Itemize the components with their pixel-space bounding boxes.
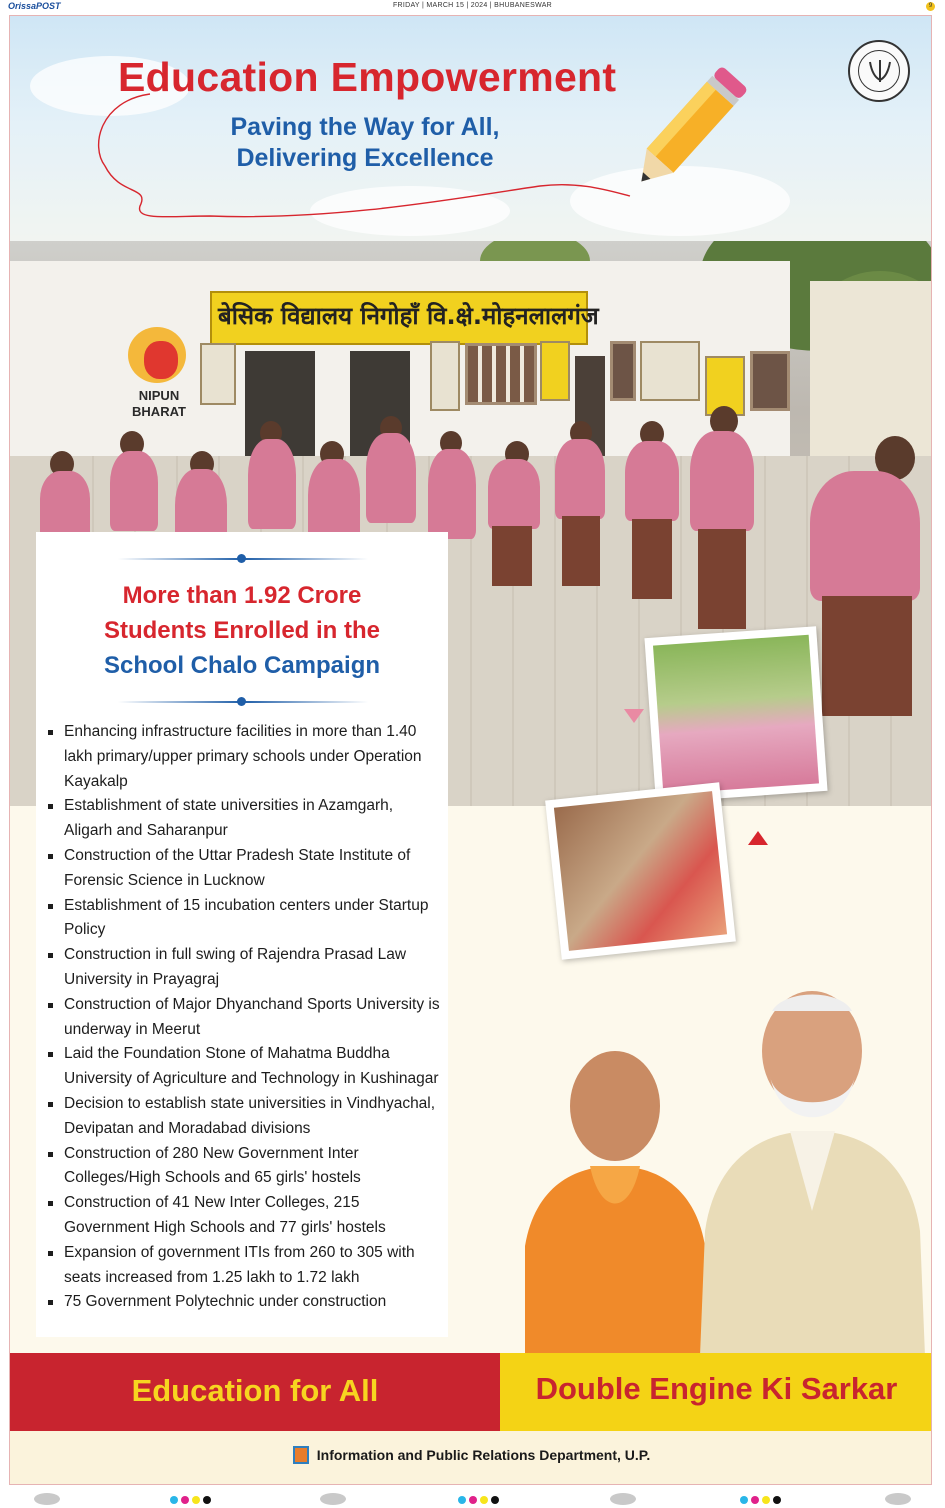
pencil-icon: [610, 66, 760, 206]
newspaper-dateline: FRIDAY | MARCH 15 | 2024 | BHUBANESWAR: [392, 2, 553, 9]
double-engine-text: Double Engine Ki Sarkar: [535, 1371, 898, 1406]
panel-headline: [36, 578, 448, 683]
page-subtitle: [160, 112, 570, 174]
headline-line-3: School Chalo Campaign: [103, 652, 381, 679]
headline-line-2: Students Enrolled in the: [103, 617, 380, 644]
notice-board: [540, 341, 570, 401]
girls-running-photo: [644, 626, 827, 803]
print-marks: [0, 1488, 945, 1508]
list-item: Construction in full swing of Rajendra Prasad Law University in Prayagraj: [46, 943, 441, 993]
nipun-bharat-label: [128, 388, 190, 420]
newspaper-logo: OrissaPOST: [8, 1, 61, 11]
divider-dot: [237, 697, 246, 706]
page-title: Education Empowerment: [118, 54, 617, 100]
achievement-list: [46, 720, 441, 1315]
school-window: [610, 341, 636, 401]
nipun-label-line-1: NIPUN: [138, 388, 180, 403]
list-item: Construction of the Uttar Pradesh State Institute of Forensic Science in Lucknow: [46, 844, 441, 894]
school-window: [750, 351, 790, 411]
list-item: Construction of Major Dhyanchand Sports University is underway in Meerut: [46, 993, 441, 1043]
education-for-all-banner: [10, 1353, 500, 1431]
list-item: Construction of 280 New Government Inter Colleges/High Schools and 65 girls' hostels: [46, 1142, 441, 1192]
notice-board: [640, 341, 700, 401]
list-item: Decision to establish state universities in Vindhyachal, Devipatan and Moradabad divisions: [46, 1092, 441, 1142]
decorative-triangle: [624, 709, 644, 723]
school-building-side: [810, 281, 932, 456]
list-item: Establishment of 15 incubation centers under Startup Policy: [46, 894, 441, 944]
smiling-boy-photo: [545, 782, 736, 959]
page-number: 9: [926, 2, 935, 11]
list-item: 75 Government Polytechnic under construction: [46, 1290, 441, 1315]
list-item: Laid the Foundation Stone of Mahatma Buddha University of Agriculture and Technology in Kushinagar: [46, 1042, 441, 1092]
list-item: Establishment of state universities in Azamgarh, Aligarh and Saharanpur: [46, 794, 441, 844]
newspaper-header: [0, 0, 945, 14]
footer-credit-text: Information and Public Relations Department, U.P.: [316, 1447, 651, 1463]
double-engine-banner: [500, 1353, 932, 1431]
headline-line-1: More than 1.92 Crore: [122, 582, 362, 609]
notice-board: [200, 343, 236, 405]
footer: [10, 1431, 932, 1485]
government-emblem: [848, 40, 910, 102]
subtitle-line-2: Delivering Excellence: [236, 144, 494, 172]
subtitle-line-1: Paving the Way for All,: [230, 113, 500, 141]
school-sign: [210, 291, 599, 345]
footer-credit: [10, 1446, 932, 1464]
education-for-all-text: Education for All: [131, 1373, 379, 1408]
advertisement: [9, 15, 932, 1485]
department-logo-icon: [293, 1446, 309, 1464]
school-window: [465, 343, 537, 405]
decorative-triangle: [748, 831, 768, 845]
nipun-mascot-icon: [144, 341, 178, 379]
list-item: Enhancing infrastructure facilities in more than 1.40 lakh primary/upper primary schools under Operation Kayakalp: [46, 720, 441, 794]
info-panel: [36, 532, 448, 1337]
list-item: Construction of 41 New Inter Colleges, 215 Government High Schools and 77 girls' hostels: [46, 1191, 441, 1241]
list-item: Expansion of government ITIs from 260 to 305 with seats increased from 1.25 lakh to 1.72 lakh: [46, 1241, 441, 1291]
divider-dot: [237, 554, 246, 563]
leader-portrait-left: [505, 1046, 725, 1356]
nipun-label-line-2: BHARAT: [132, 404, 186, 419]
school-sign-text: बेसिक विद्यालय निगोहाँ वि.क्षे.मोहनलालगंज: [218, 302, 599, 330]
leader-portrait-right: [700, 981, 925, 1356]
notice-board: [430, 341, 460, 411]
